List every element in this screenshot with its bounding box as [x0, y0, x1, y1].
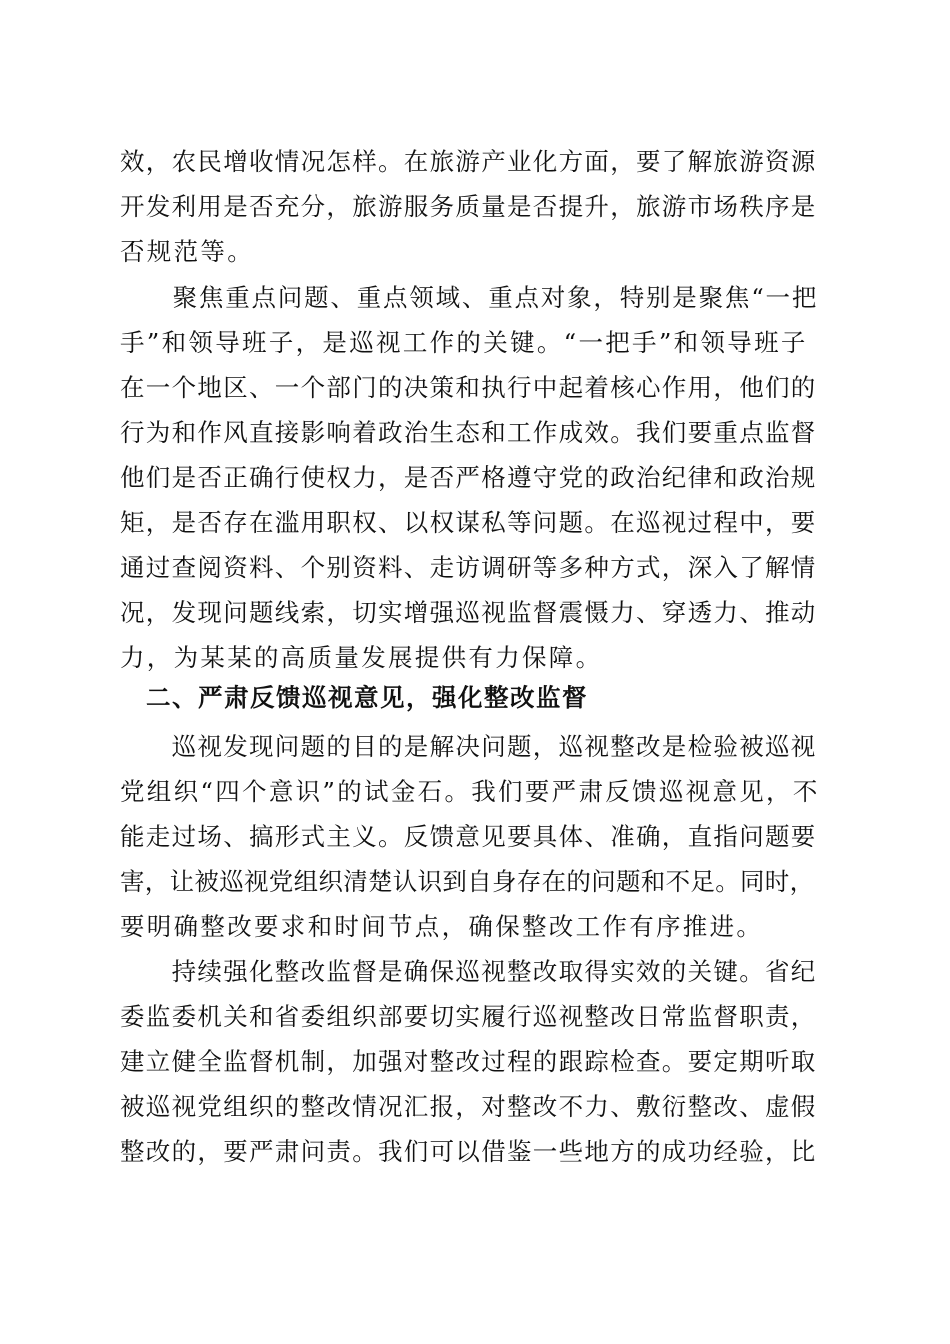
- text-line: 开发利用是否充分，旅游服务质量是否提升，旅游市场秩序是: [120, 192, 817, 221]
- text-line: 效，农民增收情况怎样。在旅游产业化方面，要了解旅游资源: [120, 147, 817, 176]
- text-line: 在一个地区、一个部门的决策和执行中起着核心作用，他们的: [120, 373, 817, 402]
- text-line: 通过查阅资料、个别资料、走访调研等多种方式，深入了解情: [120, 553, 817, 582]
- text-line: 巡视发现问题的目的是解决问题，巡视整改是检验被巡视: [120, 732, 817, 761]
- text-line: 他们是否正确行使权力，是否严格遵守党的政治纪律和政治规: [120, 463, 817, 492]
- text-line: 害，让被巡视党组织清楚认识到自身存在的问题和不足。同时，: [120, 867, 815, 896]
- text-line: 建立健全监督机制，加强对整改过程的跟踪检查。要定期听取: [120, 1047, 817, 1076]
- text-line: 聚焦重点问题、重点领域、重点对象，特别是聚焦“一把: [120, 283, 819, 312]
- text-line: 否规范等。: [120, 237, 254, 266]
- text-line: 能走过场、搞形式主义。反馈意见要具体、准确，直指问题要: [120, 822, 817, 851]
- text-line: 持续强化整改监督是确保巡视整改取得实效的关键。省纪: [120, 957, 817, 986]
- text-line: 委监委机关和省委组织部要切实履行巡视整改日常监督职责，: [120, 1002, 817, 1031]
- text-line: 被巡视党组织的整改情况汇报，对整改不力、敷衍整改、虚假: [120, 1092, 817, 1121]
- text-line: 况，发现问题线索，切实增强巡视监督震慑力、穿透力、推动: [120, 598, 817, 627]
- document-body: [120, 0, 830, 1344]
- text-line: 行为和作风直接影响着政治生态和工作成效。我们要重点监督: [120, 418, 817, 447]
- text-line: 矩，是否存在滥用职权、以权谋私等问题。在巡视过程中，要: [120, 508, 817, 537]
- text-line: 要明确整改要求和时间节点，确保整改工作有序推进。: [120, 912, 764, 941]
- text-line: 整改的，要严肃问责。我们可以借鉴一些地方的成功经验，比: [120, 1137, 817, 1166]
- text-line: 力，为某某的高质量发展提供有力保障。: [120, 643, 603, 672]
- text-line: 手”和领导班子，是巡视工作的关键。“一把手”和领导班子: [120, 328, 808, 357]
- section-heading: 二、严肃反馈巡视意见，强化整改监督: [120, 683, 588, 712]
- text-line: 党组织“四个意识”的试金石。我们要严肃反馈巡视意见，不: [120, 777, 820, 806]
